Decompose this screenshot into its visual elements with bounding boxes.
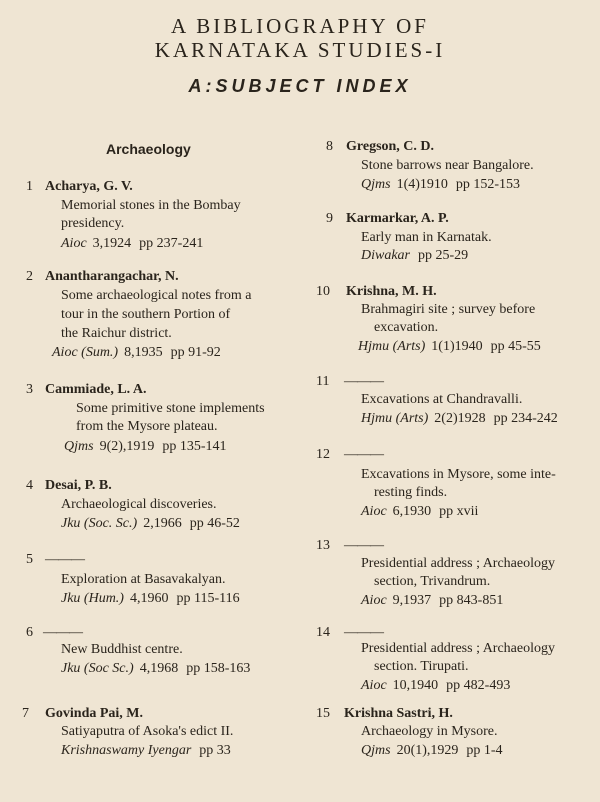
entry-volume: 2,1966 [143, 516, 182, 531]
entry-pages: pp 158-163 [186, 661, 251, 676]
entry-volume: 20(1),1929 [396, 743, 459, 758]
entry-volume: 4,1960 [129, 591, 169, 606]
entry-journal: Qjms [64, 439, 94, 454]
entry-author-ditto: ——— [344, 625, 383, 640]
entry-volume: 9,1937 [392, 593, 432, 608]
entry-journal: Jku (Soc. Sc.) [61, 516, 138, 531]
entry-journal: Aioc [361, 504, 387, 519]
entry-title-line: Excavations at Chandravalli. [361, 392, 523, 407]
entry-number: 5 [26, 552, 33, 567]
entry-pages: pp 135-141 [162, 439, 227, 454]
entry-journal: Qjms [361, 743, 391, 758]
entry-pages: pp 234-242 [493, 411, 558, 426]
entry-pages: pp 91-92 [170, 345, 221, 360]
entry-journal: Diwakar [361, 248, 410, 263]
entry-author-ditto: ——— [344, 538, 383, 553]
entry-title-line: Archaeology in Mysore. [361, 724, 498, 739]
entry-citation [61, 515, 240, 534]
entry-volume: 4,1968 [139, 661, 179, 676]
entry-citation [361, 677, 510, 696]
page-title-line2: KARNATAKA STUDIES-I [154, 38, 446, 62]
entry-volume: 10,1940 [392, 678, 439, 693]
entry-title-line: Exploration at Basavakalyan. [61, 572, 226, 587]
entry-journal: Jku (Hum.) [61, 591, 124, 606]
entry-number: 14 [316, 625, 330, 640]
entry-title-line: Some archaeological notes from a [61, 288, 252, 303]
entry-citation [361, 247, 468, 266]
entry-pages: pp 46-52 [189, 516, 240, 531]
entry-title-line: Presidential address ; Archaeology [361, 556, 556, 571]
entry-citation [61, 660, 250, 679]
entry-number: 15 [316, 706, 330, 721]
entry-title-line: Satiyaputra of Asoka's edict II. [61, 724, 234, 739]
entry-citation [361, 592, 503, 611]
entry-number: 1 [26, 179, 33, 194]
entry-pages: pp 152-153 [455, 177, 521, 192]
entry-title-line: section. Tirupati. [374, 659, 469, 674]
entry-volume: 1(1)1940 [431, 339, 483, 354]
entry-title-line: Some primitive stone implements [76, 401, 265, 416]
entry-title-line: tour in the southern Portion of [61, 307, 231, 322]
entry-citation [61, 590, 240, 609]
entry-author: Krishna Sastri, H. [344, 706, 453, 721]
entry-number: 9 [326, 211, 333, 226]
entry-author: Krishna, M. H. [346, 284, 437, 299]
entry-pages: pp 25-29 [418, 248, 469, 263]
entry-title-line: excavation. [374, 320, 439, 335]
entry-pages: pp 843-851 [439, 593, 504, 608]
entry-number: 12 [316, 447, 330, 462]
entry-pages: pp 33 [199, 743, 231, 758]
entry-journal: Aioc [361, 593, 387, 608]
entry-author: Desai, P. B. [45, 478, 112, 493]
entry-title-line: Excavations in Mysore, some inte- [361, 467, 556, 482]
entry-citation [61, 235, 203, 254]
entry-volume: 8,1935 [124, 345, 163, 360]
entry-author-ditto: ——— [344, 447, 383, 462]
entry-title-line: New Buddhist centre. [61, 642, 183, 657]
entry-citation [361, 410, 558, 429]
entry-journal: Aioc (Sum.) [52, 345, 119, 360]
entry-journal: Hjmu (Arts) [358, 339, 426, 354]
entry-author-ditto: ——— [43, 625, 82, 640]
entry-journal: Krishnaswamy Iyengar [61, 743, 192, 758]
entry-number: 4 [26, 478, 33, 493]
entry-number: 3 [26, 382, 33, 397]
entry-title-line: Brahmagiri site ; survey before [361, 302, 536, 317]
entry-author: Cammiade, L. A. [45, 382, 147, 397]
entry-title-line: the Raichur district. [61, 326, 172, 341]
entry-author-ditto: ——— [45, 552, 84, 567]
section-heading: Archaeology [106, 141, 191, 157]
entry-title-line: Presidential address ; Archaeology [361, 641, 556, 656]
entry-number: 8 [326, 139, 333, 154]
entry-author: Govinda Pai, M. [45, 706, 144, 721]
entry-title-line: Early man in Karnatak. [361, 230, 492, 245]
entry-citation [64, 438, 227, 457]
entry-citation [361, 742, 503, 761]
entry-title-line: section, Trivandrum. [374, 574, 491, 589]
entry-journal: Jku (Soc Sc.) [61, 661, 134, 676]
entry-author: Karmarkar, A. P. [346, 211, 449, 226]
entry-pages: pp 45-55 [490, 339, 541, 354]
entry-number: 13 [316, 538, 330, 553]
page-title: A BIBLIOGRAPHY OF [171, 14, 429, 38]
entry-title-line: Archaeological discoveries. [61, 497, 217, 512]
entry-title-line: presidency. [61, 216, 125, 231]
entry-title-line: Stone barrows near Bangalore. [361, 158, 534, 173]
entry-journal: Qjms [361, 177, 391, 192]
entry-citation [52, 344, 221, 363]
entry-pages: pp 237-241 [139, 236, 204, 251]
entry-pages: pp xvii [439, 504, 479, 519]
entry-author: Anantharangachar, N. [45, 269, 179, 284]
entry-title-line: from the Mysore plateau. [76, 419, 218, 434]
entry-pages: pp 115-116 [176, 591, 240, 606]
entry-journal: Aioc [61, 236, 87, 251]
entry-citation [361, 176, 520, 195]
entry-pages: pp 482-493 [446, 678, 511, 693]
entry-volume: 6,1930 [392, 504, 432, 519]
entry-citation [358, 338, 541, 357]
entry-journal: Aioc [361, 678, 387, 693]
entry-title-line: Memorial stones in the Bombay [61, 198, 241, 213]
entry-citation [361, 503, 478, 522]
entry-author-ditto: ——— [344, 374, 383, 389]
entry-number: 10 [316, 284, 330, 299]
entry-number: 11 [316, 374, 330, 389]
entry-author: Gregson, C. D. [346, 139, 435, 154]
entry-pages: pp 1-4 [466, 743, 503, 758]
entry-title-line: resting finds. [374, 485, 448, 500]
entry-number: 2 [26, 269, 33, 284]
entry-volume: 1(4)1910 [396, 177, 448, 192]
entry-volume: 3,1924 [92, 236, 132, 251]
entry-number: 7 [22, 706, 29, 721]
entry-citation [61, 742, 231, 761]
entry-volume: 9(2),1919 [99, 439, 155, 454]
entry-author: Acharya, G. V. [45, 179, 133, 194]
entry-number: 6 [26, 625, 33, 640]
page-subtitle: A:SUBJECT INDEX [188, 76, 412, 96]
entry-journal: Hjmu (Arts) [361, 411, 429, 426]
entry-volume: 2(2)1928 [434, 411, 486, 426]
